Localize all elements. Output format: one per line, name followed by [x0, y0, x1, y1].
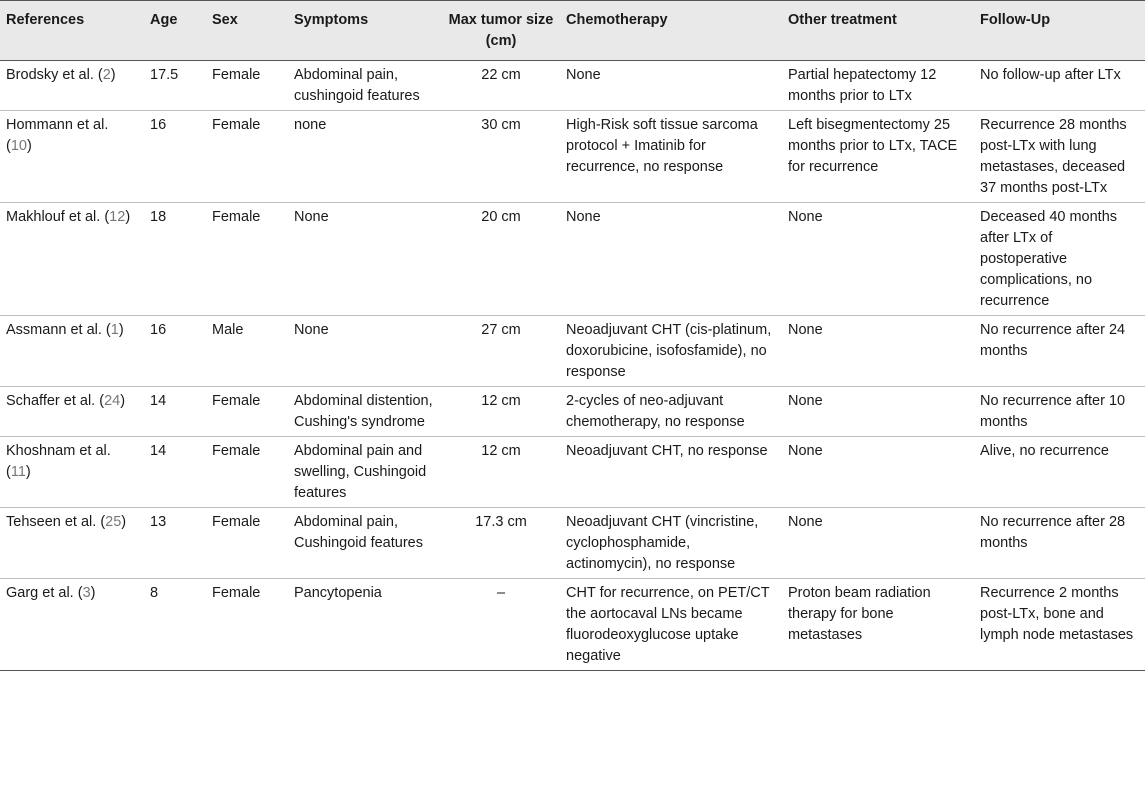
header-sex: Sex: [206, 1, 288, 61]
cell-age: 8: [144, 579, 206, 671]
table-row: [0, 579, 1145, 671]
cell-follow-up: No recurrence after 24 months: [974, 316, 1145, 387]
cell-chemotherapy: Neoadjuvant CHT (vincristine, cyclophosphamide, actinomycin), no response: [560, 508, 782, 579]
table-row: [0, 203, 1145, 316]
reference-close-paren: ): [121, 514, 127, 530]
reference-author: Brodsky et al. (: [6, 67, 103, 83]
table-row: [0, 61, 1145, 111]
cell-max-tumor-size: –: [442, 579, 560, 671]
reference-author: Garg et al. (: [6, 585, 83, 601]
header-age: Age: [144, 1, 206, 61]
cell-chemotherapy: None: [560, 61, 782, 111]
reference-close-paren: ): [125, 209, 131, 225]
cell-symptoms: Abdominal pain, cushingoid features: [288, 61, 442, 111]
cell-sex: Female: [206, 437, 288, 508]
table-row: [0, 111, 1145, 203]
cell-max-tumor-size: 20 cm: [442, 203, 560, 316]
citation-link[interactable]: 25: [105, 514, 122, 530]
cell-other-treatment: Proton beam radiation therapy for bone metastases: [782, 579, 974, 671]
cell-other-treatment: None: [782, 316, 974, 387]
reference-author: Assmann et al. (: [6, 322, 111, 338]
reference-author: Hommann et al. (: [6, 117, 109, 154]
cell-symptoms: Abdominal pain and swelling, Cushingoid features: [288, 437, 442, 508]
reference-close-paren: ): [25, 464, 31, 480]
reference-close-paren: ): [110, 67, 116, 83]
cell-chemotherapy: Neoadjuvant CHT, no response: [560, 437, 782, 508]
cell-chemotherapy: Neoadjuvant CHT (cis-platinum, doxorubicine, isofosfamide), no response: [560, 316, 782, 387]
table-header-row: [0, 1, 1145, 61]
table-row: [0, 508, 1145, 579]
cell-age: 13: [144, 508, 206, 579]
cell-other-treatment: None: [782, 508, 974, 579]
citation-link[interactable]: 11: [10, 464, 26, 480]
cell-max-tumor-size: 12 cm: [442, 437, 560, 508]
header-other-treatment: Other treatment: [782, 1, 974, 61]
reference-author: Makhlouf et al. (: [6, 209, 110, 225]
table-row: [0, 387, 1145, 437]
cell-chemotherapy: None: [560, 203, 782, 316]
cell-sex: Female: [206, 508, 288, 579]
reference-close-paren: ): [118, 322, 124, 338]
cell-symptoms: Abdominal pain, Cushingoid features: [288, 508, 442, 579]
cell-reference: [0, 387, 144, 437]
cell-chemotherapy: CHT for recurrence, on PET/CT the aortocaval LNs became fluorodeoxyglucose uptake negative: [560, 579, 782, 671]
cell-other-treatment: None: [782, 387, 974, 437]
cell-age: 16: [144, 316, 206, 387]
header-chemotherapy: Chemotherapy: [560, 1, 782, 61]
cell-follow-up: Recurrence 28 months post-LTx with lung metastases, deceased 37 months post-LTx: [974, 111, 1145, 203]
cell-symptoms: Pancytopenia: [288, 579, 442, 671]
cell-max-tumor-size: 12 cm: [442, 387, 560, 437]
cell-follow-up: No follow-up after LTx: [974, 61, 1145, 111]
cell-age: 18: [144, 203, 206, 316]
cell-reference: [0, 203, 144, 316]
cell-max-tumor-size: 22 cm: [442, 61, 560, 111]
cell-sex: Female: [206, 387, 288, 437]
citation-link[interactable]: 12: [109, 209, 126, 225]
reference-author: Schaffer et al. (: [6, 393, 105, 409]
cell-reference: [0, 579, 144, 671]
cell-chemotherapy: 2-cycles of neo-adjuvant chemotherapy, no response: [560, 387, 782, 437]
cell-reference: [0, 437, 144, 508]
reference-close-paren: ): [120, 393, 126, 409]
cell-chemotherapy: High-Risk soft tissue sarcoma protocol + Imatinib for recurrence, no response: [560, 111, 782, 203]
cell-other-treatment: None: [782, 203, 974, 316]
table-row: [0, 437, 1145, 508]
cell-reference: [0, 111, 144, 203]
reference-close-paren: ): [26, 138, 32, 154]
table-body: [0, 61, 1145, 671]
citation-link[interactable]: 1: [110, 322, 119, 338]
cell-other-treatment: None: [782, 437, 974, 508]
citation-link[interactable]: 24: [104, 393, 121, 409]
cell-other-treatment: Partial hepatectomy 12 months prior to LTx: [782, 61, 974, 111]
reference-close-paren: ): [90, 585, 96, 601]
cell-reference: [0, 316, 144, 387]
cell-age: 14: [144, 387, 206, 437]
header-symptoms: Symptoms: [288, 1, 442, 61]
cell-age: 17.5: [144, 61, 206, 111]
table-row: [0, 316, 1145, 387]
citation-link[interactable]: 10: [10, 138, 27, 154]
reference-author: Khoshnam et al. (: [6, 443, 111, 480]
cell-sex: Female: [206, 111, 288, 203]
cell-sex: Female: [206, 579, 288, 671]
cell-follow-up: Recurrence 2 months post-LTx, bone and lymph node metastases: [974, 579, 1145, 671]
header-references: References: [0, 1, 144, 61]
cell-max-tumor-size: 27 cm: [442, 316, 560, 387]
cell-reference: [0, 61, 144, 111]
cell-symptoms: none: [288, 111, 442, 203]
cell-follow-up: No recurrence after 28 months: [974, 508, 1145, 579]
cell-sex: Female: [206, 203, 288, 316]
cell-sex: Female: [206, 61, 288, 111]
cell-symptoms: None: [288, 203, 442, 316]
cell-age: 16: [144, 111, 206, 203]
cell-age: 14: [144, 437, 206, 508]
header-follow-up: Follow-Up: [974, 1, 1145, 61]
citation-link[interactable]: 2: [102, 67, 111, 83]
cell-follow-up: Deceased 40 months after LTx of postoperative complications, no recurrence: [974, 203, 1145, 316]
cell-follow-up: No recurrence after 10 months: [974, 387, 1145, 437]
cell-other-treatment: Left bisegmentectomy 25 months prior to LTx, TACE for recurrence: [782, 111, 974, 203]
cell-sex: Male: [206, 316, 288, 387]
header-max-tumor-size: Max tumor size (cm): [442, 1, 560, 61]
cell-reference: [0, 508, 144, 579]
cell-symptoms: None: [288, 316, 442, 387]
cell-follow-up: Alive, no recurrence: [974, 437, 1145, 508]
cell-max-tumor-size: 30 cm: [442, 111, 560, 203]
citation-link[interactable]: 3: [82, 585, 91, 601]
cell-symptoms: Abdominal distention, Cushing's syndrome: [288, 387, 442, 437]
cell-max-tumor-size: 17.3 cm: [442, 508, 560, 579]
reference-author: Tehseen et al. (: [6, 514, 106, 530]
